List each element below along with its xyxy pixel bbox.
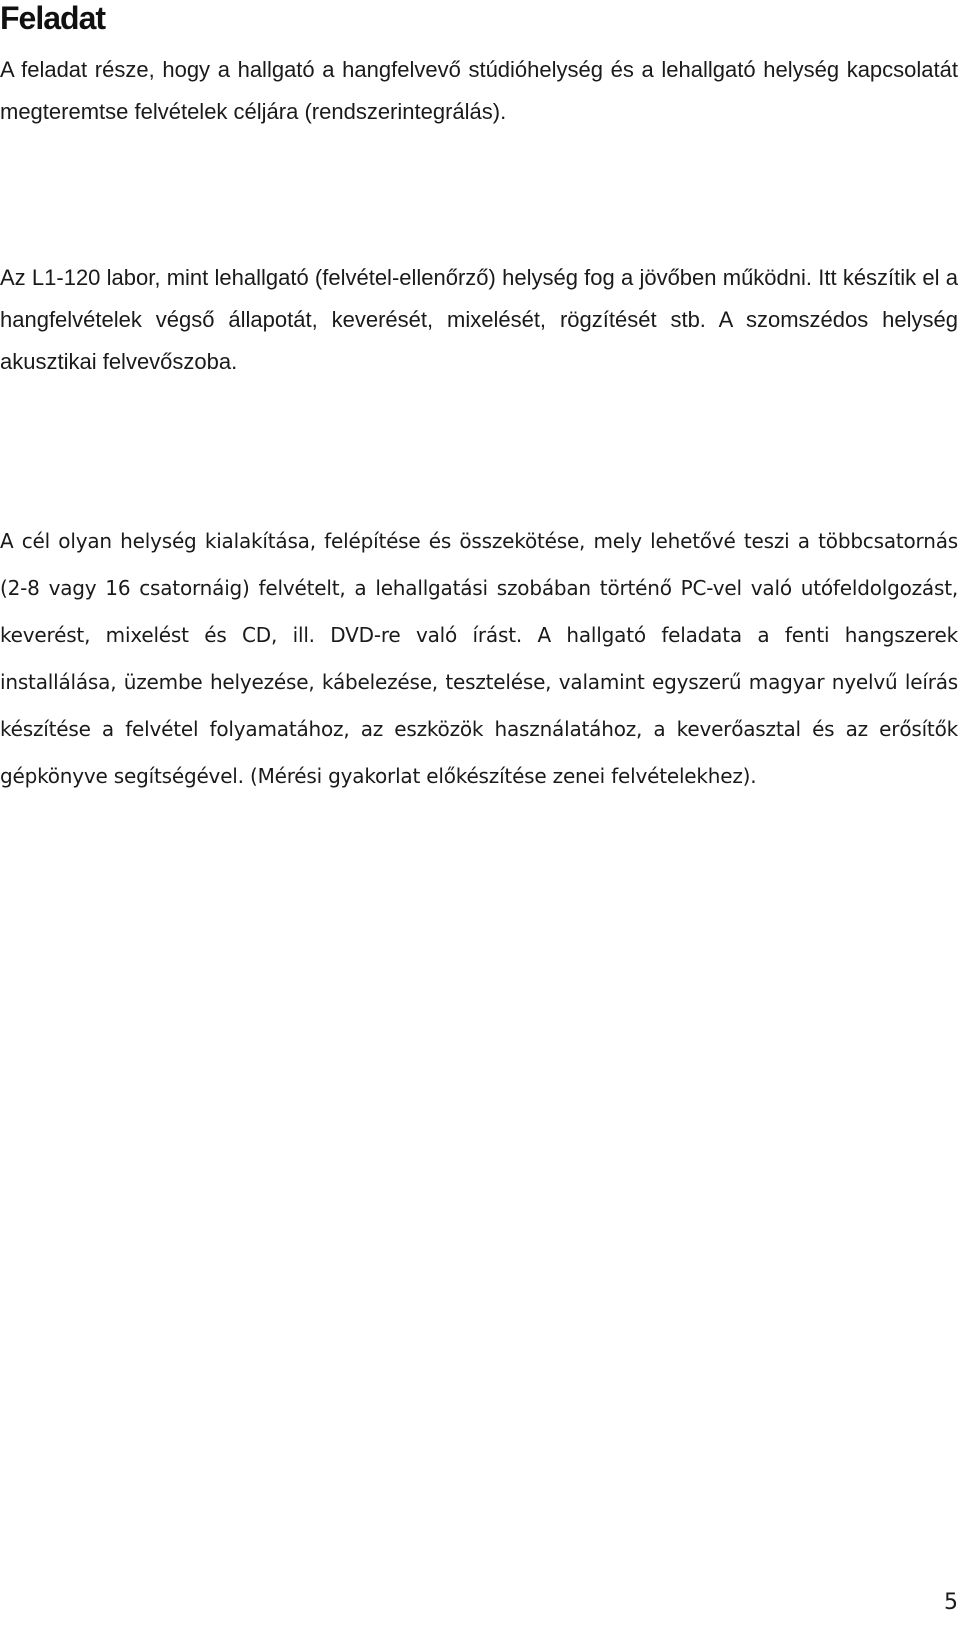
page-title: Feladat: [0, 0, 106, 36]
paragraph-goal-description: A cél olyan helység kialakítása, felépítése és összekötése, mely lehetővé teszi a többcsatornás (2-8 vagy 16 csatornáig) felvételt, a lehallgatási szobában történő PC-vel való utófeldolgozást, keverést, mixelést és CD, ill. DVD-re való írást. A hallgató feladata a fenti hangszerek installálása, üzembe helyezése, kábelezése, tesztelése, valamint egyszerű magyar nyelvű leírás készítése a felvétel folyamatához, az eszközök használatához, a keverőasztal és az erősítők gépkönyve segítségével. (Mérési gyakorlat előkészítése zenei felvételekhez).: [0, 529, 958, 788]
page-number: 5: [944, 1590, 958, 1615]
paragraph-lab-description: Az L1-120 labor, mint lehallgató (felvétel-ellenőrző) helység fog a jövőben működni. Itt készítik el a hangfelvételek végső állapotát, keverését, mixelését, rögzítését stb. A szomszédos helység akusztikai felvevőszoba.: [0, 265, 958, 374]
paragraph-task-intro: A feladat része, hogy a hallgató a hangfelvevő stúdióhelység és a lehallgató helység kapcsolatát megteremtse felvételek céljára (rendszerintegrálás).: [0, 57, 958, 124]
